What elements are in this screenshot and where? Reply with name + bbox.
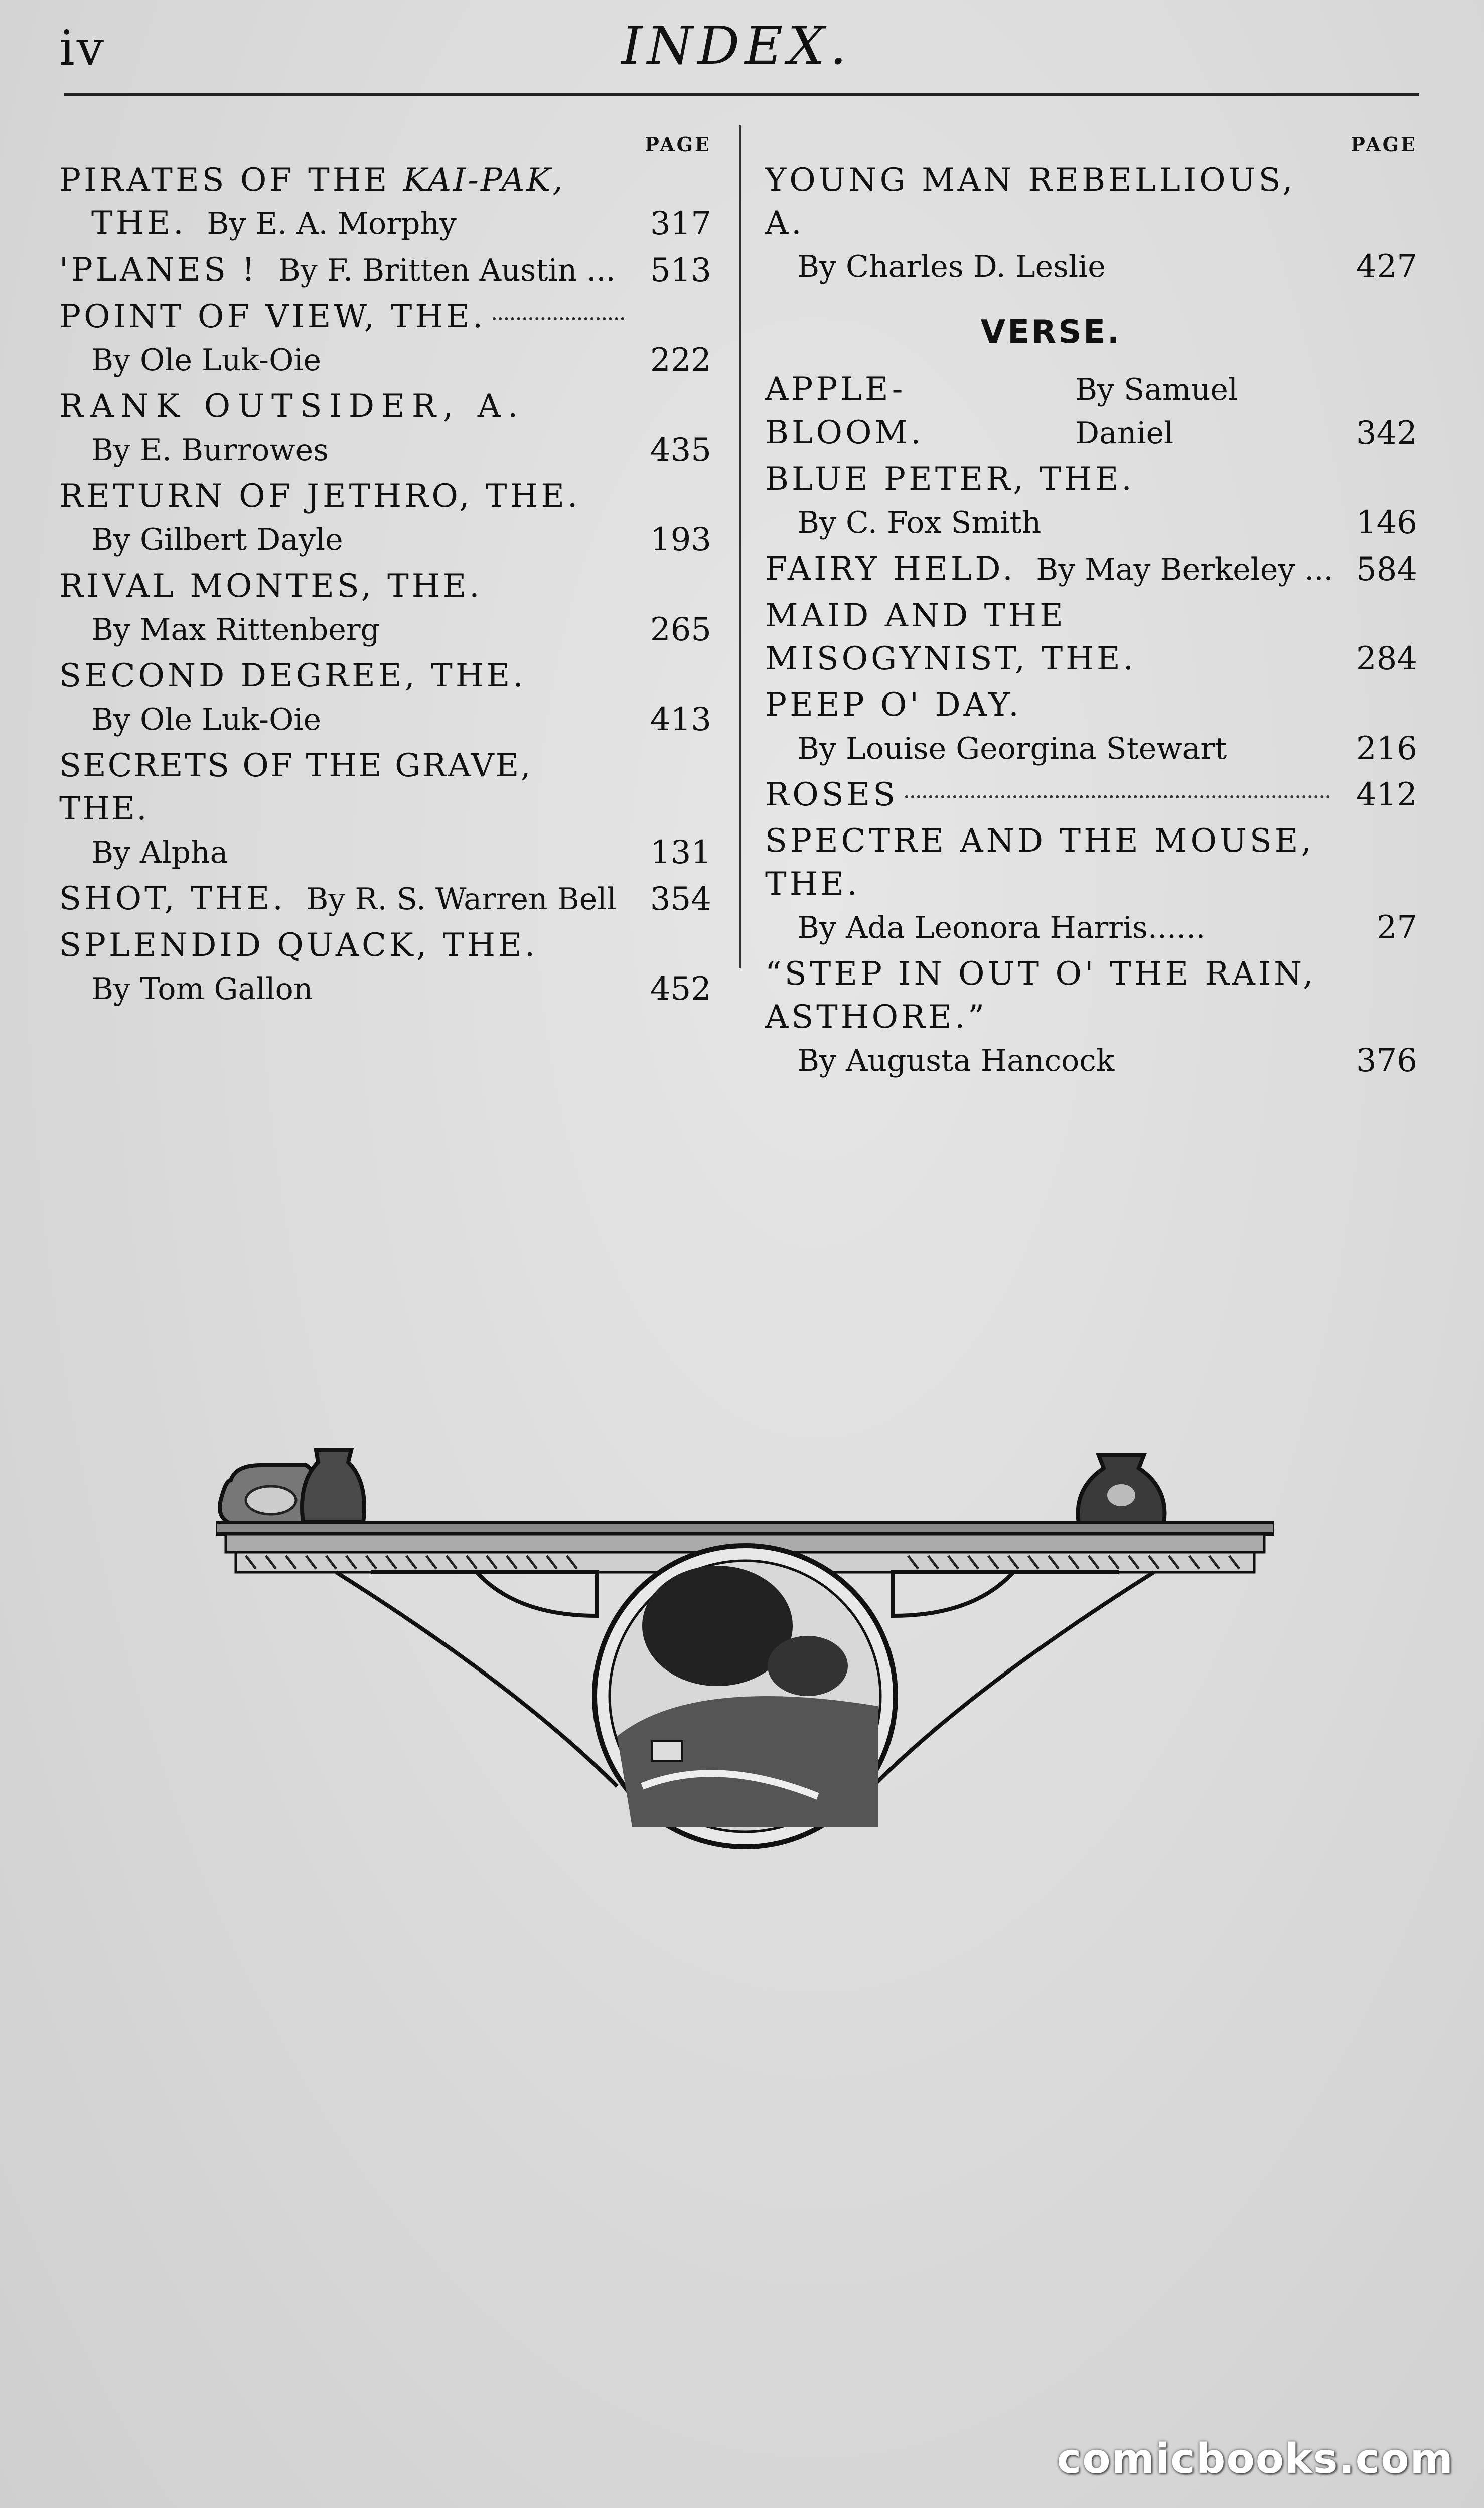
entry-byline: By E. A. Morphy xyxy=(207,206,457,241)
entry-byline: By Louise Georgina Stewart xyxy=(797,731,1227,766)
entry-byline: By Charles D. Leslie xyxy=(797,249,1106,285)
entry-byline: By R. S. Warren Bell xyxy=(306,882,617,917)
verse-entry xyxy=(765,773,1417,816)
entry-title: RIVAL MONTES, THE. xyxy=(59,568,483,605)
entry-page-number: 376 xyxy=(1356,1042,1417,1079)
entry-page-number: 131 xyxy=(650,834,711,871)
entry-title-italic: KAI-PAK, xyxy=(403,162,565,199)
entry-title: YOUNG MAN REBELLIOUS, A. xyxy=(765,162,1296,242)
entry-page-number: 427 xyxy=(1356,248,1417,286)
entry-byline: By Ole Luk-Oie xyxy=(91,343,321,378)
watermark: comicbooks.com xyxy=(1057,2435,1454,2483)
entry-byline: By Samuel Daniel xyxy=(1075,372,1238,451)
verse-entry xyxy=(765,819,1417,949)
entry-title: SPECTRE AND THE MOUSE, THE. xyxy=(765,822,1314,903)
entry-byline: By E. Burrowes xyxy=(91,433,329,468)
entry-title: PIRATES OF THE xyxy=(59,162,403,199)
index-entry xyxy=(765,159,1417,289)
verse-entry xyxy=(765,368,1417,455)
folio-number: iv xyxy=(59,20,106,76)
index-entry xyxy=(59,877,711,921)
index-entry xyxy=(59,924,711,1011)
entry-page-number: 435 xyxy=(650,432,711,469)
entry-byline: By Ada Leonora Harris...... xyxy=(797,910,1206,945)
entry-page-number: 342 xyxy=(1356,414,1417,452)
column-divider xyxy=(739,125,741,968)
entry-byline: By Alpha xyxy=(91,835,228,870)
entry-page-number: 265 xyxy=(650,611,711,648)
page-title: INDEX. xyxy=(621,15,852,76)
entry-title: SECOND DEGREE, THE. xyxy=(59,657,526,694)
entry-page-number: 513 xyxy=(650,252,711,289)
index-entry xyxy=(59,385,711,472)
entry-byline: By Max Rittenberg xyxy=(91,612,380,647)
page-column-label: PAGE xyxy=(1351,133,1417,156)
index-entry xyxy=(59,475,711,562)
verse-entry xyxy=(765,547,1417,591)
index-entry xyxy=(59,159,711,245)
verse-entry xyxy=(765,458,1417,544)
vase-right-icon xyxy=(1078,1455,1165,1523)
index-entry xyxy=(59,654,711,741)
entry-byline: By Ole Luk-Oie xyxy=(91,702,321,737)
entry-page-number: 27 xyxy=(1376,909,1417,946)
entry-page-number: 452 xyxy=(650,970,711,1008)
entry-title: SPLENDID QUACK, THE. xyxy=(59,927,538,964)
entry-byline: By C. Fox Smith xyxy=(797,505,1042,540)
verse-entry xyxy=(765,594,1417,680)
entry-page-number: 146 xyxy=(1356,504,1417,541)
entry-title: “STEP IN OUT O' THE RAIN, ASTHORE.” xyxy=(765,955,1316,1036)
entry-page-number: 222 xyxy=(650,342,711,379)
entry-title: MAID AND THE MISOGYNIST, THE. xyxy=(765,597,1137,677)
entry-byline: By Augusta Hancock xyxy=(797,1043,1115,1078)
entry-title: RETURN OF JETHRO, THE. xyxy=(59,478,581,515)
verse-entry xyxy=(765,683,1417,770)
entry-page-number: 354 xyxy=(650,881,711,918)
entry-byline: By F. Britten Austin ... xyxy=(278,253,616,288)
vase-left-icon xyxy=(302,1450,364,1522)
entry-byline: By Tom Gallon xyxy=(91,971,313,1007)
entry-title: SECRETS OF THE GRAVE, THE. xyxy=(59,747,532,827)
header-rule xyxy=(64,93,1419,96)
entry-title: FAIRY HELD. xyxy=(765,550,1016,588)
index-entry xyxy=(59,295,711,382)
entry-title: 'PLANES ! xyxy=(59,251,258,289)
entry-title: RANK OUTSIDER, A. xyxy=(59,388,525,425)
entry-title: SHOT, THE. xyxy=(59,880,286,917)
index-entry xyxy=(59,248,711,292)
shelf-ornament-illustration xyxy=(216,1435,1274,1857)
index-entry xyxy=(59,565,711,651)
entry-title: ROSES xyxy=(765,776,899,813)
entry-title: PEEP O' DAY. xyxy=(765,686,1022,724)
entry-title: BLUE PETER, THE. xyxy=(765,461,1135,498)
verse-entry xyxy=(765,952,1417,1082)
entry-title: POINT OF VIEW, THE. xyxy=(59,298,486,335)
entry-page-number: 413 xyxy=(650,701,711,738)
entry-page-number: 193 xyxy=(650,521,711,559)
left-column xyxy=(59,130,711,1014)
entry-page-number: 412 xyxy=(1356,776,1417,813)
section-heading-verse: VERSE. xyxy=(980,314,1122,351)
right-column xyxy=(765,130,1417,1085)
page-header xyxy=(59,10,1414,95)
entry-page-number: 317 xyxy=(650,205,711,242)
entry-title: APPLE-BLOOM. xyxy=(765,371,924,451)
entry-title-cont: THE. xyxy=(91,205,187,242)
entry-byline: By May Berkeley ... xyxy=(1036,552,1333,587)
entry-page-number: 584 xyxy=(1356,551,1417,588)
entry-byline: By Gilbert Dayle xyxy=(91,522,343,558)
entry-page-number: 284 xyxy=(1356,640,1417,677)
index-entry xyxy=(59,744,711,874)
landscape-medallion xyxy=(595,1546,896,1847)
page-column-label: PAGE xyxy=(645,133,711,156)
entry-page-number: 216 xyxy=(1356,730,1417,767)
